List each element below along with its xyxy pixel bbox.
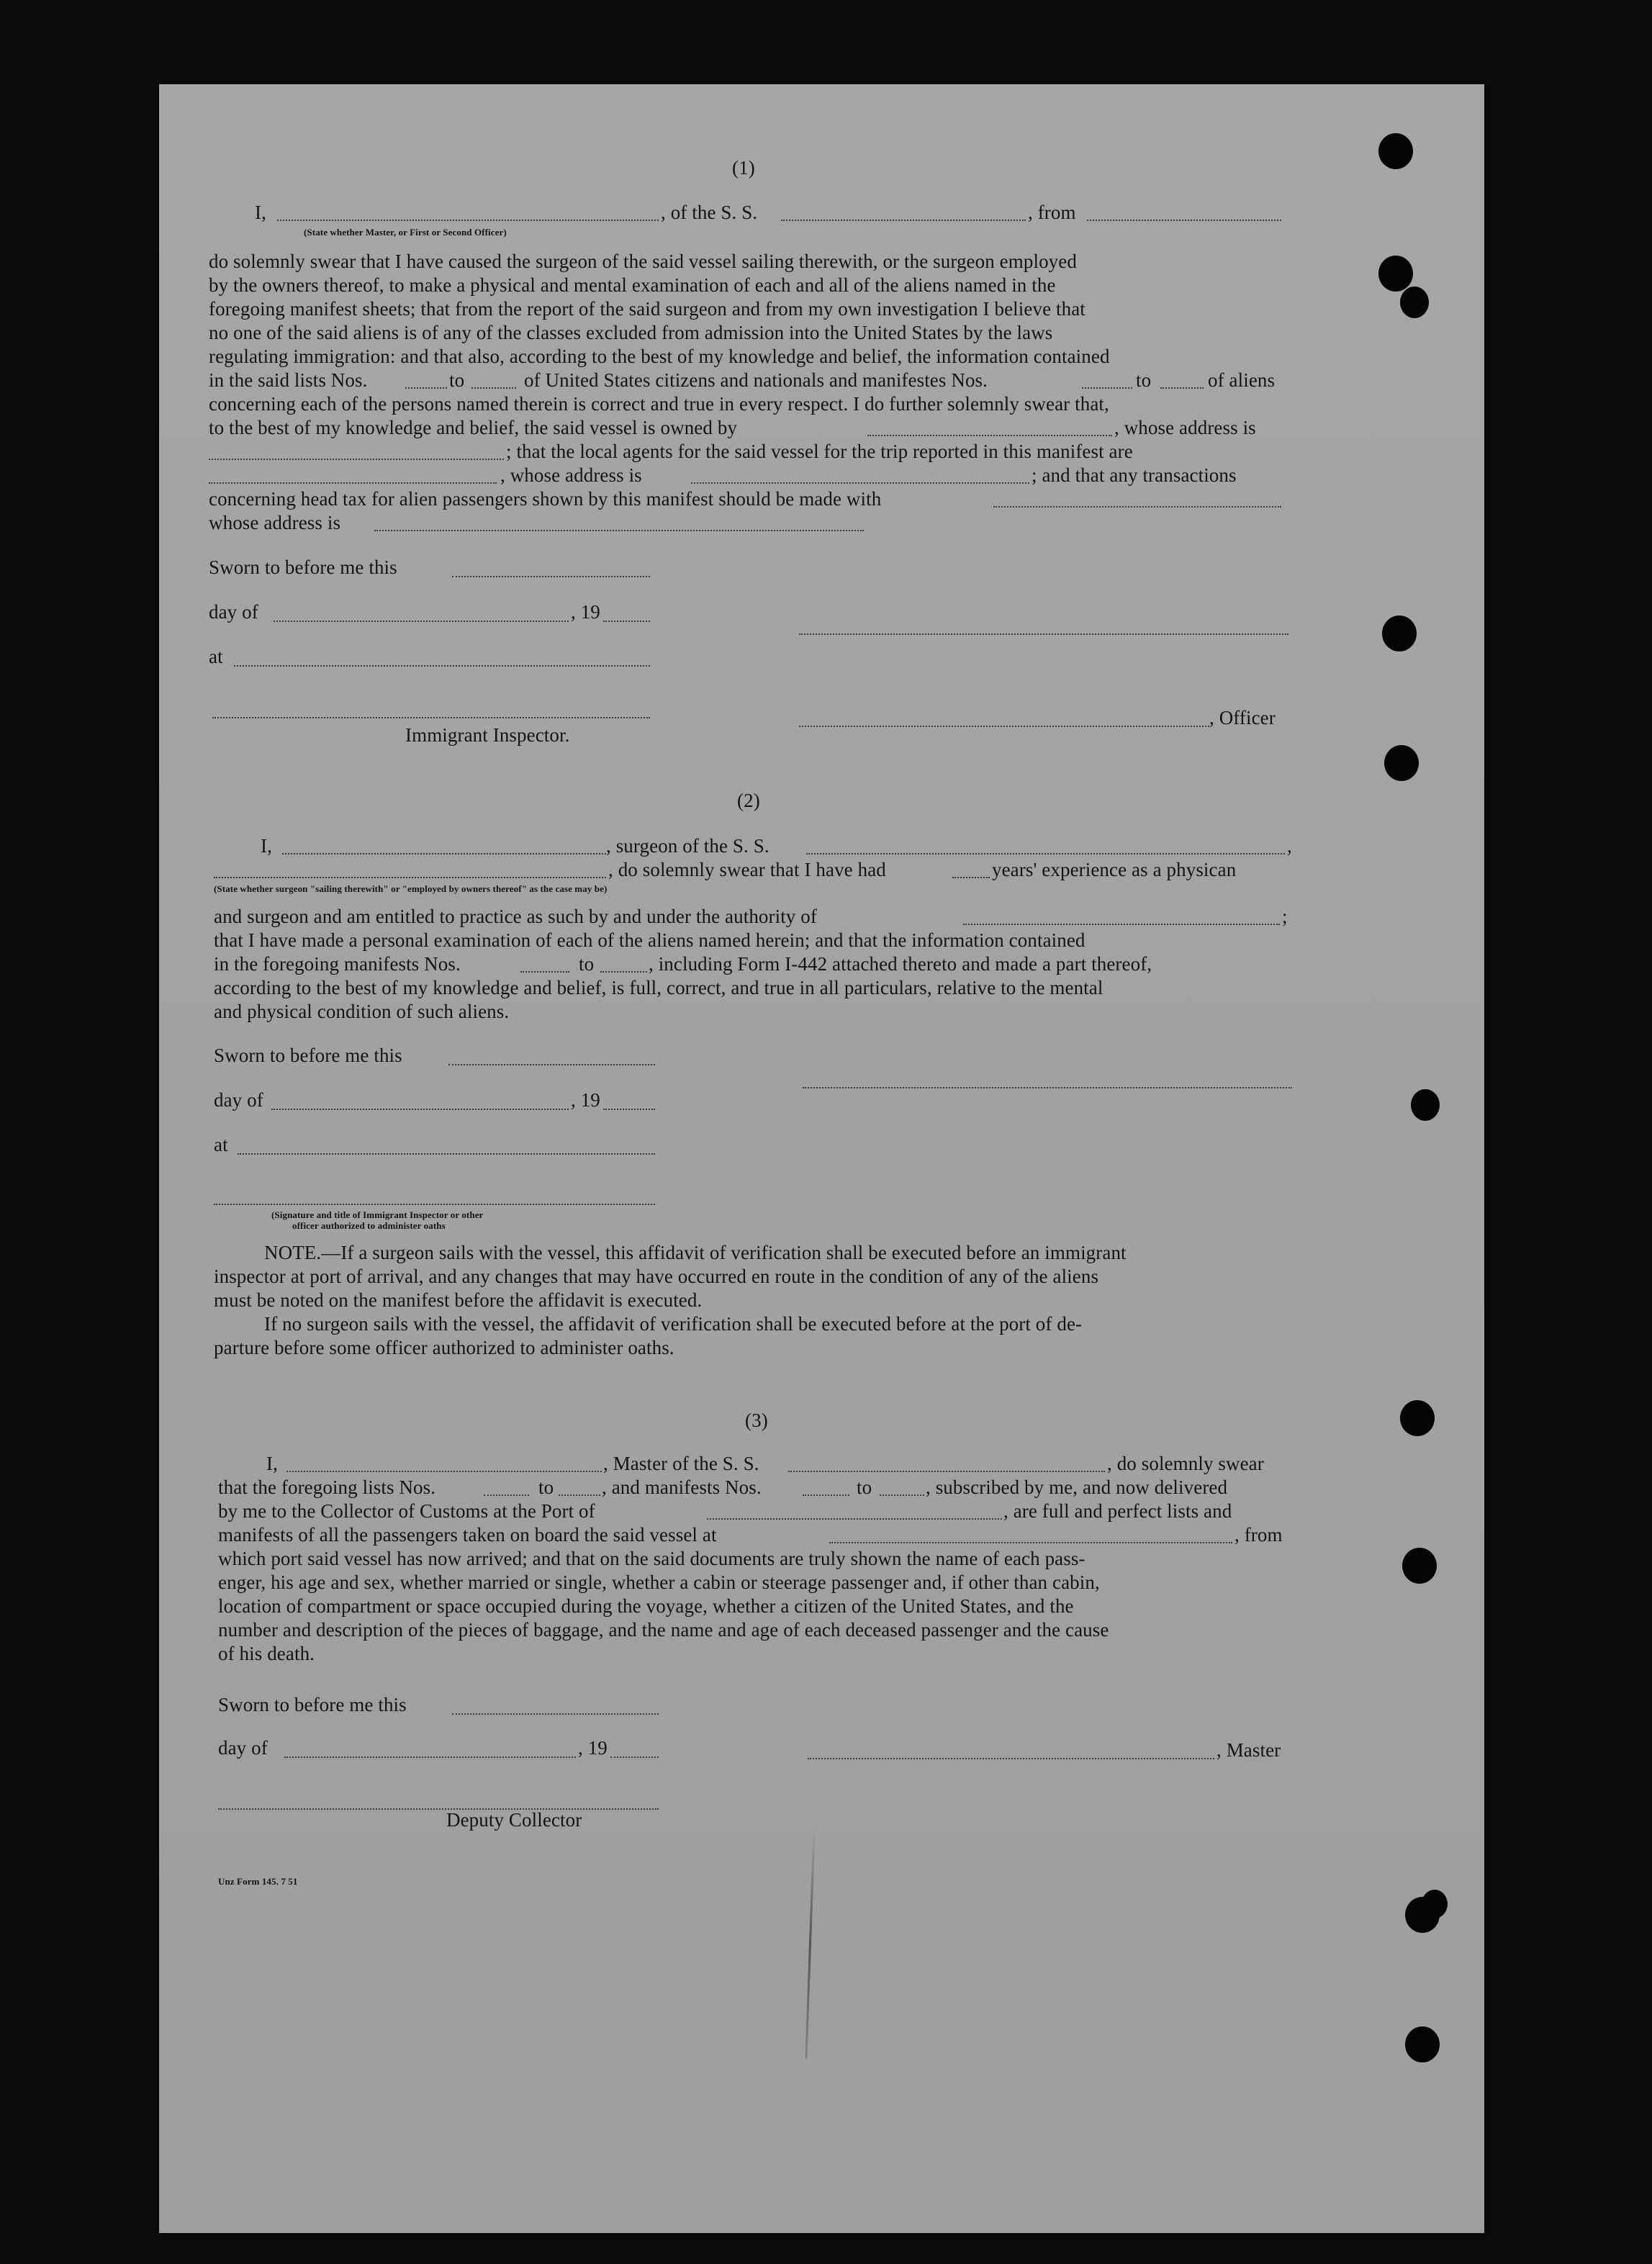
manifests-to-label-2: to bbox=[579, 953, 595, 975]
punch-hole bbox=[1402, 1548, 1437, 1584]
sworn-date-field-3[interactable] bbox=[452, 1713, 659, 1715]
agents-field[interactable] bbox=[209, 482, 497, 484]
year-label-3: , 19 bbox=[578, 1737, 608, 1759]
master-label: , Master bbox=[1217, 1739, 1281, 1761]
surgeon-type-note: (State whether surgeon "sailing therewith" or "employed by owners thereof" as the case may be) bbox=[214, 883, 608, 894]
manifests-nos-label-3: , and manifests Nos. bbox=[602, 1476, 762, 1498]
note-para-line: NOTE.—If a surgeon sails with the vessel, this affidavit of verification shall be executed before an immigrant bbox=[264, 1242, 1127, 1263]
master-i: I, bbox=[266, 1453, 278, 1474]
at-field-2[interactable] bbox=[238, 1153, 655, 1155]
authority-semicolon: ; bbox=[1282, 906, 1288, 927]
sworn-label-2: Sworn to before me this bbox=[214, 1045, 402, 1066]
section2-para2-line: according to the best of my knowledge and belief, is full, correct, and true in all particulars, relative to the mental bbox=[214, 977, 1103, 998]
section1-para-line: by the owners thereof, to make a physical and mental examination of each and all of the aliens named in the bbox=[209, 274, 1056, 296]
note-para-line: parture before some officer authorized to administer oaths. bbox=[214, 1337, 674, 1358]
authority-label: and surgeon and am entitled to practice as such by and under the authority of bbox=[214, 906, 817, 927]
section3-para-line: enger, his age and sex, whether married or single, whether a cabin or steerage passenger and, if other than cabin, bbox=[218, 1571, 1100, 1593]
lists-to-field[interactable] bbox=[471, 387, 516, 389]
day-of-label-2: day of bbox=[214, 1089, 263, 1111]
taken-on-board-label: manifests of all the passengers taken on board the said vessel at bbox=[218, 1524, 717, 1546]
deputy-signature-line[interactable] bbox=[218, 1808, 659, 1810]
lists-to-field-3[interactable] bbox=[559, 1494, 600, 1496]
sworn-label-1: Sworn to before me this bbox=[209, 556, 397, 578]
section1-para-line: foregoing manifest sheets; that from the report of the said surgeon and from my own investigation I believe that bbox=[209, 298, 1085, 320]
head-tax-field[interactable] bbox=[993, 506, 1281, 508]
year-label-2: , 19 bbox=[571, 1089, 600, 1111]
officer-name-field[interactable] bbox=[277, 220, 659, 221]
collector-port-field[interactable] bbox=[707, 1518, 1002, 1520]
punch-hole bbox=[1422, 1890, 1448, 1918]
punch-hole bbox=[1400, 1400, 1435, 1436]
note-para-line: must be noted on the manifest before the affidavit is executed. bbox=[214, 1289, 703, 1311]
from-label-3: , from bbox=[1235, 1524, 1283, 1546]
day-of-label-1: day of bbox=[209, 601, 258, 623]
section1-para-line: do solemnly swear that I have caused the surgeon of the said vessel sailing therewith, or the surgeon employed bbox=[209, 251, 1077, 272]
manifests-to-label: to bbox=[1136, 369, 1152, 391]
board-port-field[interactable] bbox=[829, 1542, 1232, 1543]
officer-note: (State whether Master, or First or Second Officer) bbox=[304, 227, 507, 238]
punch-hole bbox=[1378, 256, 1413, 292]
swear-had-label: , do solemnly swear that I have had bbox=[608, 859, 886, 880]
punch-hole bbox=[1411, 1089, 1440, 1121]
lists-from-field-3[interactable] bbox=[484, 1494, 529, 1496]
section-1-heading: (1) bbox=[732, 157, 755, 179]
deputy-collector-label: Deputy Collector bbox=[446, 1809, 582, 1831]
surgeon-comma: , bbox=[1287, 835, 1292, 857]
note-para-line: If no surgeon sails with the vessel, the affidavit of verification shall be executed before at the port of de- bbox=[264, 1313, 1083, 1335]
year-label-1: , 19 bbox=[571, 601, 600, 623]
master-signature-line[interactable] bbox=[808, 1758, 1214, 1759]
foregoing-lists-label: that the foregoing lists Nos. bbox=[218, 1476, 436, 1498]
master-ship-field[interactable] bbox=[788, 1471, 1105, 1472]
month-field-3[interactable] bbox=[284, 1756, 576, 1758]
punch-hole bbox=[1384, 745, 1419, 781]
form-number: Unz Form 145. 7 51 bbox=[218, 1876, 298, 1887]
transactions-label: ; and that any transactions bbox=[1032, 464, 1237, 486]
form-i442-label: , including Form I-442 attached thereto and made a part thereof, bbox=[649, 953, 1152, 975]
note-para-line: inspector at port of arrival, and any changes that may have occurred en route in the condition of any of the aliens bbox=[214, 1266, 1099, 1287]
from-port-field[interactable] bbox=[1087, 220, 1281, 221]
owner-address-label: , whose address is bbox=[1114, 417, 1256, 438]
month-field-1[interactable] bbox=[274, 621, 569, 622]
sworn-date-field-1[interactable] bbox=[452, 576, 650, 577]
day-of-label-3: day of bbox=[218, 1737, 268, 1759]
solemnly-swear-label: , do solemnly swear bbox=[1107, 1453, 1264, 1474]
years-field[interactable] bbox=[952, 877, 990, 878]
section2-para-line: that I have made a personal examination of each of the aliens named herein; and that the information contained bbox=[214, 929, 1085, 951]
foregoing-manifests-label: in the foregoing manifests Nos. bbox=[214, 953, 461, 975]
subscribed-label: , subscribed by me, and now delivered bbox=[926, 1476, 1228, 1498]
surgeon-type-field[interactable] bbox=[214, 877, 606, 878]
from-label: , from bbox=[1028, 202, 1076, 223]
punch-hole bbox=[1382, 615, 1417, 651]
authority-field[interactable] bbox=[963, 924, 1280, 925]
section3-para-line: which port said vessel has now arrived; and that on the said documents are truly shown the name of each pass- bbox=[218, 1548, 1085, 1569]
manifests-from-field-3[interactable] bbox=[803, 1494, 849, 1496]
oath-i: I, bbox=[255, 202, 266, 223]
collector-port-label: by me to the Collector of Customs at the Port of bbox=[218, 1500, 595, 1522]
lists-to-label: to bbox=[449, 369, 465, 391]
sworn-date-field-2[interactable] bbox=[448, 1064, 655, 1065]
aliens-label: of aliens bbox=[1208, 369, 1276, 391]
at-field-1[interactable] bbox=[234, 665, 650, 667]
manifests-to-label-3: to bbox=[857, 1476, 872, 1498]
owned-label: to the best of my knowledge and belief, the said vessel is owned by bbox=[209, 417, 738, 438]
year-field-3[interactable] bbox=[610, 1756, 659, 1758]
years-experience-label: years' experience as a physican bbox=[992, 859, 1237, 880]
punch-hole bbox=[1400, 287, 1429, 318]
surgeon-ship-field[interactable] bbox=[806, 853, 1285, 854]
lists-label: in the said lists Nos. bbox=[209, 369, 368, 391]
inspector-signature-line[interactable] bbox=[212, 717, 650, 718]
agents-label: ; that the local agents for the said vessel for the trip reported in this manifest are bbox=[506, 441, 1133, 462]
month-field-2[interactable] bbox=[271, 1109, 569, 1110]
officer-signature-line-top[interactable] bbox=[799, 633, 1288, 635]
agents-address-field[interactable] bbox=[691, 482, 1029, 484]
officer-label: , Officer bbox=[1209, 707, 1276, 729]
punch-hole bbox=[1378, 133, 1413, 169]
at-label-2: at bbox=[214, 1134, 228, 1155]
section-2-heading: (2) bbox=[737, 790, 760, 811]
surgeon-i: I, bbox=[261, 835, 272, 857]
section3-para-line: of his death. bbox=[218, 1643, 315, 1664]
inspector-label: Immigrant Inspector. bbox=[405, 724, 570, 746]
full-perfect-label: , are full and perfect lists and bbox=[1003, 1500, 1232, 1522]
master-name-field[interactable] bbox=[286, 1471, 602, 1472]
ship-name-field[interactable] bbox=[781, 220, 1026, 221]
section1-para-line: regulating immigration: and that also, according to the best of my knowledge and belief, the information contained bbox=[209, 346, 1110, 367]
owner-field[interactable] bbox=[867, 435, 1112, 436]
section3-para-line: location of compartment or space occupied during the voyage, whether a citizen of the United States, and the bbox=[218, 1595, 1074, 1617]
section3-para-line: number and description of the pieces of baggage, and the name and age of each deceased passenger and the cause bbox=[218, 1619, 1109, 1641]
whose-address-label: whose address is bbox=[209, 512, 341, 533]
year-field-1[interactable] bbox=[603, 621, 650, 622]
manifests-to-field-3[interactable] bbox=[880, 1494, 924, 1496]
section1-para-line: no one of the said aliens is of any of the classes excluded from admission into the United States by the laws bbox=[209, 322, 1053, 343]
lists-from-field[interactable] bbox=[405, 387, 447, 389]
concerning-line: concerning each of the persons named therein is correct and true in every respect. I do further solemnly swear that, bbox=[209, 393, 1109, 415]
section2-para2-line: and physical condition of such aliens. bbox=[214, 1001, 510, 1022]
year-field-2[interactable] bbox=[603, 1109, 655, 1110]
at-label-1: at bbox=[209, 646, 223, 667]
sig-note-1: (Signature and title of Immigrant Inspector or other bbox=[271, 1209, 484, 1220]
inspector-signature-line-2[interactable] bbox=[214, 1204, 655, 1205]
manifests-from-field-2[interactable] bbox=[520, 971, 569, 973]
master-of-label: , Master of the S. S. bbox=[603, 1453, 759, 1474]
head-tax-address-field[interactable] bbox=[374, 530, 864, 531]
officer-signature-line[interactable] bbox=[799, 726, 1209, 727]
surgeon-of-label: , surgeon of the S. S. bbox=[606, 835, 769, 857]
lists-to-label-3: to bbox=[538, 1476, 554, 1498]
sworn-label-3: Sworn to before me this bbox=[218, 1694, 407, 1715]
section-3-heading: (3) bbox=[745, 1410, 768, 1431]
manifests-to-field[interactable] bbox=[1160, 387, 1204, 389]
owner-address-field[interactable] bbox=[209, 459, 504, 460]
surgeon-name-field[interactable] bbox=[282, 853, 606, 854]
citizens-label: of United States citizens and nationals and manifestes Nos. bbox=[524, 369, 988, 391]
agents-address-label: , whose address is bbox=[500, 464, 642, 486]
surgeon-signature-line[interactable] bbox=[803, 1087, 1292, 1088]
of-ss-label: , of the S. S. bbox=[661, 202, 758, 223]
head-tax-label: concerning head tax for alien passengers shown by this manifest should be made with bbox=[209, 488, 882, 510]
sig-note-2: officer authorized to administer oaths bbox=[292, 1220, 446, 1231]
manifests-from-field[interactable] bbox=[1082, 387, 1132, 389]
punch-hole bbox=[1405, 2026, 1440, 2062]
manifests-to-field-2[interactable] bbox=[600, 971, 647, 973]
